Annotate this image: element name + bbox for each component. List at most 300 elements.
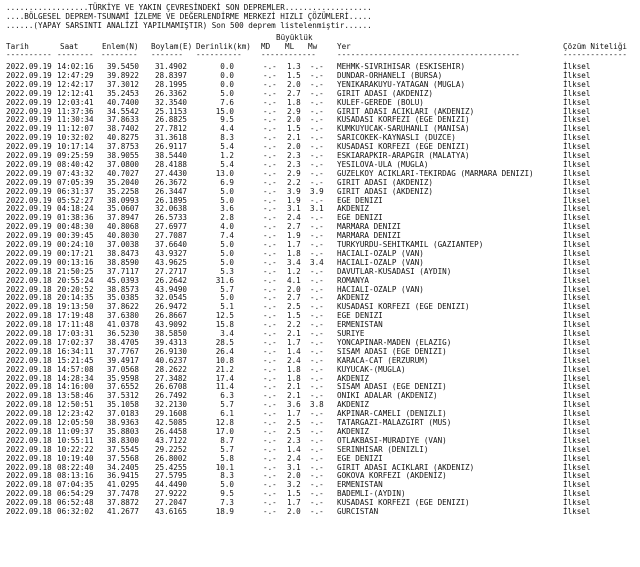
cell-ml: 1.8 [287, 373, 301, 383]
cell-derinlik: 26.4 [215, 346, 234, 356]
cell-md: -.- [263, 106, 277, 116]
header-cozum: Çözüm Niteliği [563, 42, 628, 51]
cell-cozum: İlksel [563, 435, 591, 445]
cell-md: -.- [263, 293, 277, 303]
cell-ml: 2.4 [287, 355, 301, 365]
table-row [0, 293, 640, 302]
cell-ml: 2.4 [287, 453, 301, 463]
cell-saat: 10:32:02 [57, 133, 94, 143]
cell-derinlik: 3.4 [220, 329, 234, 338]
cell-cozum: İlksel [563, 489, 591, 499]
cell-ml: 1.4 [287, 346, 301, 356]
cell-cozum: İlksel [563, 159, 591, 169]
cell-tarih: 2022.09.18 [6, 284, 52, 294]
cell-saat: 19:13:50 [57, 302, 94, 312]
cell-mw: -.- [310, 293, 324, 303]
banner-line-1: ..................TÜRKİYE VE YAKIN ÇEVRESİNDEKİ SON DEPREMLER................... [6, 3, 372, 12]
cell-cozum: İlksel [563, 195, 591, 205]
cell-yer: EGE DENIZI [337, 453, 383, 463]
cell-yer: ROMANYA [337, 275, 370, 285]
cell-cozum: İlksel [563, 115, 591, 125]
cell-saat: 10:19:40 [57, 453, 94, 463]
cell-yer: EGE DENIZI [337, 311, 383, 321]
cell-derinlik: 7.4 [220, 231, 234, 241]
cell-md: -.- [263, 400, 277, 410]
table-row [0, 427, 640, 436]
cell-tarih: 2022.09.19 [6, 159, 52, 169]
cell-cozum: İlksel [563, 373, 591, 383]
table-row [0, 222, 640, 231]
cell-md: -.- [263, 97, 277, 107]
cell-yer: AKDENIZ [337, 293, 370, 303]
cell-enlem: 37.8633 [106, 115, 139, 125]
header-derinlik: Derinlik(km) [196, 42, 251, 51]
cell-yer: YONCAPINAR-MADEN (ELAZIG) [337, 337, 452, 347]
cell-mw: -.- [310, 453, 324, 463]
cell-md: -.- [263, 284, 277, 294]
cell-md: -.- [263, 168, 277, 178]
header-ml: ML [285, 42, 295, 51]
table-row [0, 276, 640, 285]
cell-derinlik: 5.0 [220, 88, 234, 98]
cell-mw: -.- [310, 222, 324, 232]
cell-boylam: 43.9490 [154, 284, 187, 294]
cell-yer: EGE DENIZI [337, 213, 383, 223]
cell-saat: 17:11:48 [57, 320, 94, 330]
cell-cozum: İlksel [563, 142, 591, 152]
cell-saat: 01:38:36 [57, 213, 94, 223]
cell-boylam: 43.9327 [154, 248, 187, 258]
cell-md: -.- [263, 124, 277, 134]
cell-saat: 17:03:31 [57, 329, 94, 338]
cell-saat: 00:39:45 [57, 231, 94, 241]
cell-yer: KUYUCAK-(MUGLA) [337, 364, 406, 374]
cell-tarih: 2022.09.18 [6, 426, 52, 436]
cell-md: -.- [263, 115, 277, 125]
cell-enlem: 35.1058 [106, 400, 139, 410]
cell-cozum: İlksel [563, 364, 591, 374]
cell-mw: -.- [310, 231, 324, 241]
banner-line-3: ......(YAPAY SARSINTI ANALİZİ YAPILMAMIŞTIR) Son 500 deprem listelenmiştir...... [6, 21, 372, 30]
cell-ml: 2.7 [287, 293, 301, 303]
cell-boylam: 28.8397 [154, 70, 187, 80]
cell-tarih: 2022.09.18 [6, 418, 52, 427]
cell-ml: 2.5 [287, 426, 301, 436]
cell-saat: 04:18:24 [57, 204, 94, 214]
cell-cozum: İlksel [563, 302, 591, 312]
cell-saat: 12:50:51 [57, 400, 94, 410]
cell-mw: -.- [310, 240, 324, 249]
cell-saat: 10:55:11 [57, 435, 94, 445]
cell-cozum: İlksel [563, 355, 591, 365]
cell-tarih: 2022.09.19 [6, 204, 52, 214]
cell-derinlik: 6.3 [220, 391, 234, 401]
cell-boylam: 38.5850 [154, 329, 187, 338]
cell-yer: OTLAKBASI-MURADIYE (VAN) [337, 435, 447, 445]
cell-boylam: 32.0545 [154, 293, 187, 303]
cell-yer: GIRIT ADASI (AKDENIZ) [337, 177, 434, 187]
cell-boylam: 29.1608 [154, 409, 187, 419]
cell-boylam: 26.2642 [154, 275, 187, 285]
table-row [0, 436, 640, 445]
cell-mw: -.- [310, 373, 324, 383]
cell-tarih: 2022.09.19 [6, 222, 52, 232]
cell-md: -.- [263, 507, 277, 516]
cell-md: -.- [263, 435, 277, 445]
cell-enlem: 35.2453 [106, 88, 139, 98]
cell-md: -.- [263, 462, 277, 472]
cell-enlem: 36.5230 [106, 329, 139, 338]
cell-tarih: 2022.09.19 [6, 62, 52, 71]
cell-saat: 07:43:32 [57, 168, 94, 178]
cell-saat: 12:12:41 [57, 88, 94, 98]
cell-ml: 1.7 [287, 337, 301, 347]
cell-mw: -.- [310, 248, 324, 258]
cell-tarih: 2022.09.18 [6, 444, 52, 454]
cell-derinlik: 10.8 [215, 355, 234, 365]
table-row [0, 311, 640, 320]
cell-enlem: 38.7402 [106, 124, 139, 134]
cell-cozum: İlksel [563, 257, 591, 267]
cell-tarih: 2022.09.18 [6, 302, 52, 312]
cell-yer: GIRIT ADASI (AKDENIZ) [337, 88, 434, 98]
cell-cozum: İlksel [563, 382, 591, 392]
cell-boylam: 28.2622 [154, 364, 187, 374]
cell-mw: -.- [310, 489, 324, 499]
cell-saat: 15:21:45 [57, 355, 94, 365]
cell-yer: GIRIT ADASI ACIKLARI (AKDENIZ) [337, 106, 475, 116]
cell-derinlik: 5.7 [220, 444, 234, 454]
cell-ml: 1.3 [287, 62, 301, 71]
cell-md: -.- [263, 88, 277, 98]
cell-ml: 2.0 [287, 115, 301, 125]
cell-cozum: İlksel [563, 106, 591, 116]
cell-cozum: İlksel [563, 231, 591, 241]
cell-boylam: 32.2130 [154, 400, 187, 410]
table-row [0, 409, 640, 418]
cell-md: -.- [263, 231, 277, 241]
cell-ml: 2.5 [287, 302, 301, 312]
cell-tarih: 2022.09.18 [6, 266, 52, 276]
cell-ml: 2.0 [287, 79, 301, 89]
cell-tarih: 2022.09.19 [6, 142, 52, 152]
cell-yer: MARMARA DENIZI [337, 222, 402, 232]
table-row [0, 471, 640, 480]
cell-yer: YENIKARAKUYU-YATAGAN (MUGLA) [337, 79, 466, 89]
table-row [0, 285, 640, 294]
cell-enlem: 37.5312 [106, 391, 139, 401]
cell-mw: -.- [310, 418, 324, 427]
cell-ml: 1.9 [287, 195, 301, 205]
cell-mw: -.- [310, 346, 324, 356]
table-row [0, 391, 640, 400]
cell-yer: GIRIT ADASI ACIKLARI (AKDENIZ) [337, 462, 475, 472]
cell-enlem: 37.0038 [106, 240, 139, 249]
cell-yer: EGE DENIZI [337, 195, 383, 205]
cell-mw: -.- [310, 471, 324, 481]
cell-enlem: 37.8622 [106, 302, 139, 312]
cell-enlem: 37.8872 [106, 498, 139, 508]
table-row [0, 107, 640, 116]
cell-boylam: 42.5085 [154, 418, 187, 427]
cell-cozum: İlksel [563, 204, 591, 214]
table-row [0, 249, 640, 258]
cell-mw: -.- [310, 391, 324, 401]
cell-boylam: 39.4313 [154, 337, 187, 347]
table-row [0, 329, 640, 338]
cell-tarih: 2022.09.18 [6, 320, 52, 330]
cell-derinlik: 17.0 [215, 426, 234, 436]
cell-mw: -.- [310, 97, 324, 107]
cell-mw: -.- [310, 115, 324, 125]
cell-tarih: 2022.09.18 [6, 435, 52, 445]
cell-boylam: 26.7492 [154, 391, 187, 401]
cell-tarih: 2022.09.19 [6, 213, 52, 223]
cell-tarih: 2022.09.18 [6, 391, 52, 401]
cell-cozum: İlksel [563, 70, 591, 80]
cell-saat: 12:05:50 [57, 418, 94, 427]
cell-md: -.- [263, 133, 277, 143]
table-row [0, 89, 640, 98]
cell-enlem: 38.8573 [106, 284, 139, 294]
table-row [0, 356, 640, 365]
cell-enlem: 37.7117 [106, 266, 139, 276]
cell-saat: 14:57:08 [57, 364, 94, 374]
cell-mw: -.- [310, 159, 324, 169]
cell-mw: -.- [310, 142, 324, 152]
cell-cozum: İlksel [563, 168, 591, 178]
cell-derinlik: 0.0 [220, 62, 234, 71]
cell-saat: 10:17:14 [57, 142, 94, 152]
cell-derinlik: 4.4 [220, 124, 234, 134]
table-row [0, 151, 640, 160]
magnitude-group-header: Büyüklük [276, 33, 313, 42]
cell-md: -.- [263, 364, 277, 374]
cell-tarih: 2022.09.19 [6, 106, 52, 116]
table-row [0, 133, 640, 142]
cell-derinlik: 0.0 [220, 79, 234, 89]
cell-cozum: İlksel [563, 346, 591, 356]
cell-cozum: İlksel [563, 337, 591, 347]
cell-cozum: İlksel [563, 186, 591, 196]
cell-ml: 1.8 [287, 97, 301, 107]
cell-ml: 1.5 [287, 70, 301, 80]
cell-tarih: 2022.09.19 [6, 231, 52, 241]
cell-yer: TATARGAZI-MALAZGIRT (MUS) [337, 418, 452, 427]
table-row [0, 489, 640, 498]
cell-derinlik: 5.0 [220, 248, 234, 258]
cell-enlem: 39.5450 [106, 62, 139, 71]
cell-md: -.- [263, 498, 277, 508]
cell-enlem: 37.7767 [106, 346, 139, 356]
cell-saat: 12:23:42 [57, 409, 94, 419]
table-row [0, 382, 640, 391]
cell-derinlik: 5.0 [220, 480, 234, 490]
cell-yer: GIRIT ADASI (AKDENIZ) [337, 186, 434, 196]
table-row [0, 480, 640, 489]
cell-yer: AKDENIZ [337, 400, 370, 410]
cell-derinlik: 8.3 [220, 471, 234, 481]
cell-enlem: 38.8473 [106, 248, 139, 258]
cell-derinlik: 13.0 [215, 168, 234, 178]
cell-cozum: İlksel [563, 133, 591, 143]
cell-ml: 1.7 [287, 240, 301, 249]
cell-saat: 07:05:39 [57, 177, 94, 187]
cell-saat: 00:48:30 [57, 222, 94, 232]
cell-mw: -.- [310, 168, 324, 178]
cell-saat: 00:24:10 [57, 240, 94, 249]
cell-enlem: 37.0183 [106, 409, 139, 419]
cell-derinlik: 5.0 [220, 186, 234, 196]
cell-derinlik: 31.6 [215, 275, 234, 285]
cell-md: -.- [263, 62, 277, 71]
cell-mw: -.- [310, 329, 324, 338]
cell-saat: 14:28:34 [57, 373, 94, 383]
cell-cozum: İlksel [563, 444, 591, 454]
cell-yer: KUSADASI KORFEZI (EGE DENIZI) [337, 142, 470, 152]
cell-md: -.- [263, 453, 277, 463]
cell-ml: 2.7 [287, 88, 301, 98]
cell-yer: YESILOVA-ULA (MUGLA) [337, 159, 429, 169]
cell-derinlik: 9.5 [220, 115, 234, 125]
cell-cozum: İlksel [563, 275, 591, 285]
cell-md: -.- [263, 240, 277, 249]
table-row [0, 169, 640, 178]
cell-enlem: 40.7027 [106, 168, 139, 178]
cell-ml: 1.5 [287, 489, 301, 499]
cell-yer: AKDENIZ [337, 373, 370, 383]
cell-enlem: 35.2040 [106, 177, 139, 187]
cell-boylam: 44.4490 [154, 480, 187, 490]
cell-derinlik: 5.0 [220, 240, 234, 249]
cell-cozum: İlksel [563, 471, 591, 481]
cell-cozum: İlksel [563, 151, 591, 160]
banner-line-2: ....BÖLGESEL DEPREM-TSUNAMİ İZLEME VE DEĞERLENDİRME MERKEZİ HIZLI ÇÖZÜMLERİ..... [6, 12, 372, 21]
cell-md: -.- [263, 337, 277, 347]
table-row [0, 80, 640, 89]
cell-md: -.- [263, 213, 277, 223]
cell-boylam: 27.2717 [154, 266, 187, 276]
cell-cozum: İlksel [563, 400, 591, 410]
cell-derinlik: 5.3 [220, 266, 234, 276]
cell-boylam: 27.9222 [154, 489, 187, 499]
cell-ml: 3.2 [287, 480, 301, 490]
cell-saat: 09:25:59 [57, 151, 94, 160]
cell-ml: 4.1 [287, 275, 301, 285]
cell-cozum: İlksel [563, 88, 591, 98]
cell-derinlik: 1.2 [220, 151, 234, 160]
cell-saat: 21:50:25 [57, 266, 94, 276]
cell-md: -.- [263, 275, 277, 285]
cell-tarih: 2022.09.19 [6, 115, 52, 125]
cell-saat: 12:47:29 [57, 70, 94, 80]
cell-ml: 2.3 [287, 435, 301, 445]
cell-ml: 2.2 [287, 320, 301, 330]
cell-boylam: 40.6237 [154, 355, 187, 365]
cell-mw: -.- [310, 302, 324, 312]
cell-tarih: 2022.09.18 [6, 293, 52, 303]
cell-boylam: 27.7812 [154, 124, 187, 134]
cell-tarih: 2022.09.19 [6, 79, 52, 89]
cell-md: -.- [263, 346, 277, 356]
cell-mw: -.- [310, 88, 324, 98]
cell-boylam: 28.1995 [154, 79, 187, 89]
cell-saat: 12:42:17 [57, 79, 94, 89]
cell-enlem: 37.8753 [106, 142, 139, 152]
cell-tarih: 2022.09.18 [6, 382, 52, 392]
cell-ml: 2.0 [287, 507, 301, 516]
cell-md: -.- [263, 195, 277, 205]
cell-ml: 2.3 [287, 151, 301, 160]
cell-mw: 3.8 [310, 400, 324, 410]
table-row [0, 365, 640, 374]
cell-derinlik: 5.7 [220, 400, 234, 410]
cell-tarih: 2022.09.18 [6, 498, 52, 508]
cell-enlem: 38.0993 [106, 195, 139, 205]
table-row [0, 142, 640, 151]
cell-ml: 3.9 [287, 186, 301, 196]
cell-cozum: İlksel [563, 418, 591, 427]
cell-saat: 06:31:37 [57, 186, 94, 196]
cell-cozum: İlksel [563, 177, 591, 187]
cell-md: -.- [263, 142, 277, 152]
cell-boylam: 32.0638 [154, 204, 187, 214]
cell-mw: -.- [310, 435, 324, 445]
cell-derinlik: 5.1 [220, 302, 234, 312]
cell-tarih: 2022.09.18 [6, 400, 52, 410]
cell-yer: KUSADASI KORFEZI (EGE DENIZI) [337, 302, 470, 312]
cell-tarih: 2022.09.18 [6, 329, 52, 338]
cell-ml: 2.1 [287, 329, 301, 338]
cell-boylam: 26.3447 [154, 186, 187, 196]
header-tarih: Tarih [6, 42, 29, 51]
cell-saat: 00:13:16 [57, 257, 94, 267]
cell-boylam: 26.8002 [154, 453, 187, 463]
cell-saat: 11:09:37 [57, 426, 94, 436]
cell-mw: -.- [310, 213, 324, 223]
cell-ml: 1.7 [287, 498, 301, 508]
cell-tarih: 2022.09.19 [6, 133, 52, 143]
cell-enlem: 37.6552 [106, 382, 139, 392]
cell-ml: 2.5 [287, 418, 301, 427]
table-row [0, 445, 640, 454]
cell-tarih: 2022.09.19 [6, 257, 52, 267]
cell-mw: -.- [310, 151, 324, 160]
cell-saat: 08:13:16 [57, 471, 94, 481]
cell-tarih: 2022.09.18 [6, 462, 52, 472]
cell-yer: SERINHISAR (DENIZLI) [337, 444, 429, 454]
cell-ml: 1.9 [287, 231, 301, 241]
cell-boylam: 32.3540 [154, 97, 187, 107]
header-boylam: Boylam(E) [151, 42, 193, 51]
cell-derinlik: 3.6 [220, 204, 234, 214]
cell-md: -.- [263, 471, 277, 481]
cell-yer: SARICOKEK-KAYNASLI (DUZCE) [337, 133, 456, 143]
cell-cozum: İlksel [563, 248, 591, 258]
cell-saat: 12:03:41 [57, 97, 94, 107]
cell-tarih: 2022.09.19 [6, 97, 52, 107]
cell-derinlik: 7.6 [220, 97, 234, 107]
cell-enlem: 35.9598 [106, 373, 139, 383]
cell-ml: 2.0 [287, 284, 301, 294]
cell-yer: ERMENISTAN [337, 480, 383, 490]
cell-ml: 2.1 [287, 382, 301, 392]
cell-yer: MEHMK-SIVRIHISAR (ESKISEHIR) [337, 62, 466, 71]
cell-saat: 20:55:24 [57, 275, 94, 285]
cell-saat: 06:32:02 [57, 507, 94, 516]
cell-md: -.- [263, 418, 277, 427]
cell-saat: 20:14:35 [57, 293, 94, 303]
